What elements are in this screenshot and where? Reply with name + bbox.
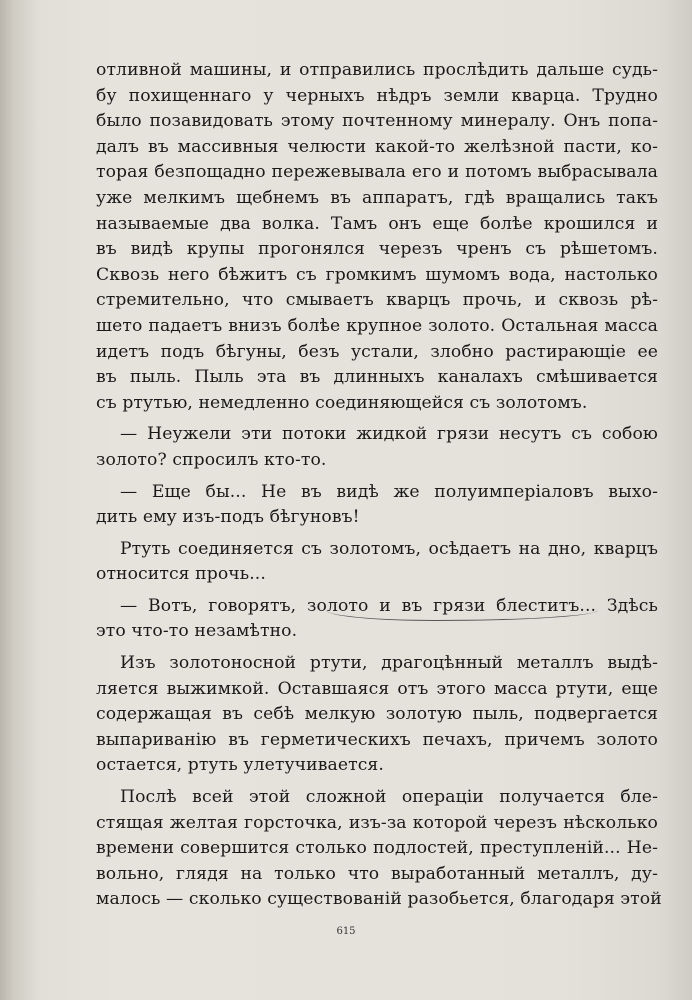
- text-line: называемые два волка. Тамъ онъ еще болѣе крошился и: [96, 213, 658, 234]
- text-line: стящая желтая горсточка, изъ-за которой черезъ нѣсколько: [96, 812, 658, 833]
- text-line: это что-то незамѣтно.: [96, 621, 298, 642]
- text-line: уже мелкимъ щебнемъ въ аппаратъ, гдѣ вращались такъ: [96, 187, 658, 208]
- page-body-text: [96, 58, 662, 913]
- text-line: малось — сколько существованій разобьется, благодаря этой: [96, 889, 662, 910]
- text-line: съ ртутью, немедленно соединяющейся съ золотомъ.: [96, 392, 588, 413]
- text-line: времени совершится столько подлостей, преступленій... Не-: [96, 838, 658, 859]
- text-line: шето падаетъ внизъ болѣе крупное золото. Остальная масса: [96, 315, 658, 336]
- page-number: 615: [336, 926, 356, 937]
- text-line: содержащая въ себѣ мелкую золотую пыль, подвергается: [96, 704, 658, 725]
- text-line: Сквозь него бѣжитъ съ громкимъ шумомъ вода, настолько: [96, 264, 658, 285]
- text-line: идетъ подъ бѣгуны, безъ устали, злобно растирающіе ее: [96, 341, 658, 362]
- text-line: бу похищеннаго у черныхъ нѣдръ земли кварца. Трудно: [96, 85, 658, 106]
- dialogue-line: — Неужели эти потоки жидкой грязи несутъ съ собою: [120, 424, 658, 445]
- text-line: вольно, глядя на только что выработанный металлъ, ду-: [96, 863, 658, 884]
- text-line: въ видѣ крупы прогонялся черезъ чренъ съ рѣшетомъ.: [96, 239, 658, 260]
- dialogue-text: — Вотъ, говорятъ, золото и въ грязи блеститъ... Здѣсь: [120, 595, 658, 616]
- text-line: относится прочь...: [96, 564, 266, 585]
- text-line: Ртуть соединяется съ золотомъ, осѣдаетъ на дно, кварцъ: [120, 538, 658, 559]
- text-line: остается, ртуть улетучивается.: [96, 755, 384, 776]
- text-line: торая безпощадно пережевывала его и потомъ выбрасывала: [96, 162, 658, 183]
- text-line: Изъ золотоносной ртути, драгоцѣнный металлъ выдѣ-: [120, 653, 658, 674]
- text-line: Послѣ всей этой сложной операціи получается бле-: [120, 787, 658, 808]
- text-line: выпариванію въ герметическихъ печахъ, причемъ золото: [96, 729, 658, 750]
- dialogue-line: — Еще бы... Не въ видѣ же полуимперіаловъ выхо-: [120, 481, 658, 502]
- text-line: золото? спросилъ кто-то.: [96, 449, 327, 470]
- text-line: стремительно, что смываетъ кварцъ прочь, и сквозь рѣ-: [96, 290, 658, 311]
- text-line: далъ въ массивныя челюсти какой-то желѣзной пасти, ко-: [96, 136, 658, 157]
- text-line: отливной машины, и отправились прослѣдить дальше судь-: [96, 60, 658, 80]
- text-line: было позавидовать этому почтенному минералу. Онъ попа-: [96, 111, 658, 132]
- text-line: ляется выжимкой. Оставшаяся отъ этого масса ртути, еще: [96, 678, 658, 699]
- text-line: дить ему изъ-подъ бѣгуновъ!: [96, 507, 360, 528]
- text-line: въ пыль. Пыль эта въ длинныхъ каналахъ смѣшивается: [96, 367, 658, 388]
